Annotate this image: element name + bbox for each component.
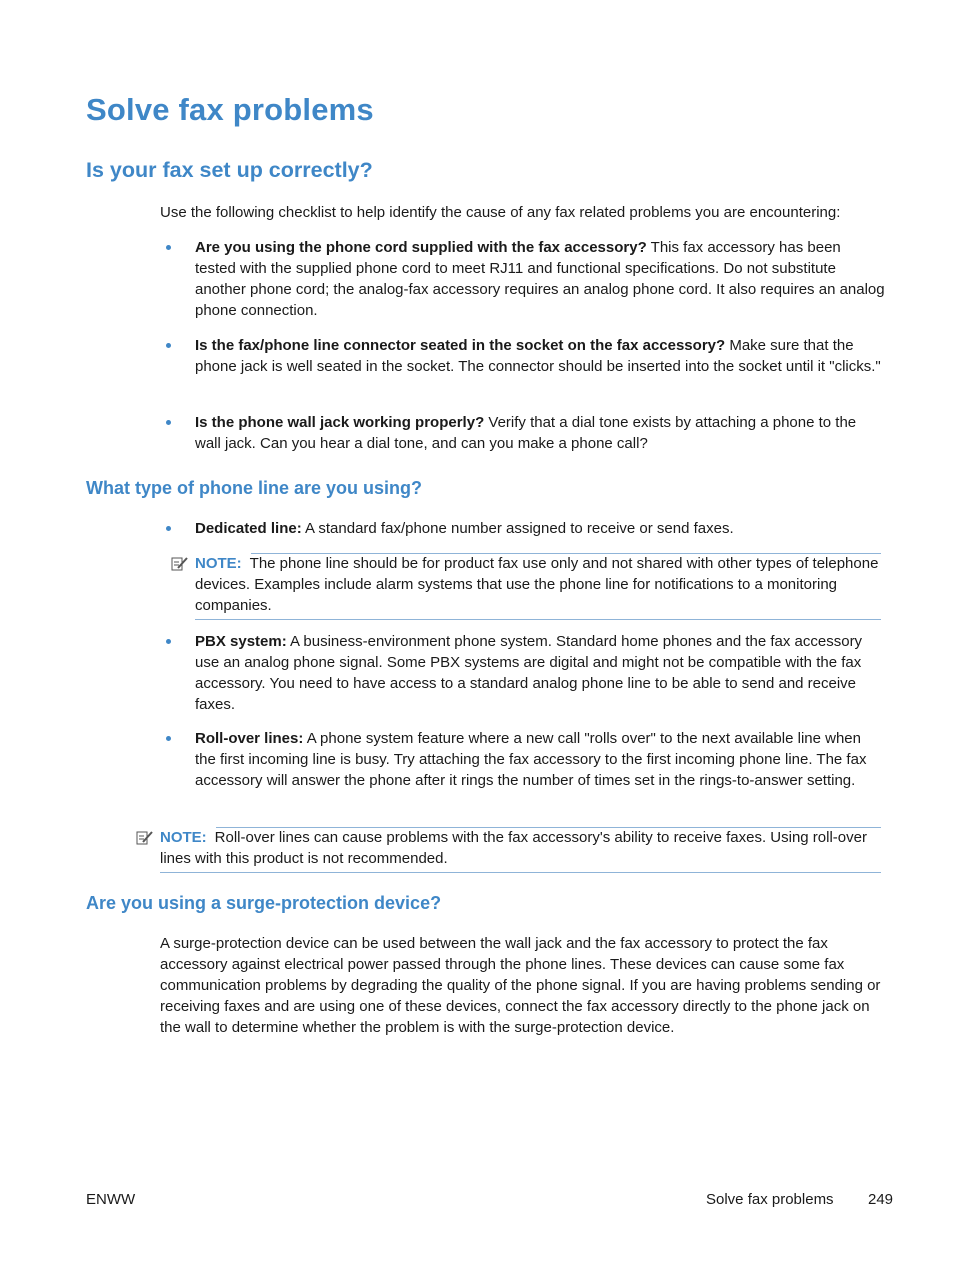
- bullet-icon: [166, 343, 171, 348]
- bullet-icon: [166, 639, 171, 644]
- section-heading-surge-protection: Are you using a surge-protection device?: [86, 893, 442, 913]
- footer-section-title: Solve fax problems: [706, 1191, 834, 1208]
- note-label: NOTE:: [160, 829, 207, 846]
- list-item-question: Is the phone wall jack working properly?: [195, 414, 485, 431]
- bullet-icon: [166, 245, 171, 250]
- list-item-question: Is the fax/phone line connector seated in the socket on the fax accessory?: [195, 337, 726, 354]
- note-text: Roll-over lines can cause problems with the fax accessory's ability to receive faxes. Using roll-over lines with this product is not recommended.: [160, 829, 867, 867]
- note-pencil-icon: [171, 556, 189, 572]
- section-heading-fax-setup: Is your fax set up correctly?: [86, 158, 373, 182]
- section-intro: Use the following checklist to help identify the cause of any fax related problems you are encountering:: [160, 204, 841, 221]
- list-item-text: A business-environment phone system. Standard home phones and the fax accessory use an analog phone signal. Some PBX systems are digital and might not be compatible with the fax accessory. You need to have access to a standard analog phone line to be able to send and receive faxes.: [195, 633, 863, 713]
- note-pencil-icon: [136, 830, 154, 846]
- footer-left: ENWW: [86, 1191, 136, 1208]
- list-item: [160, 237, 885, 321]
- bullet-icon: [166, 526, 171, 531]
- list-item: [160, 518, 885, 539]
- page-number: 249: [868, 1191, 894, 1208]
- list-item-text: A phone system feature where a new call "rolls over" to the next available line when the first incoming line is busy. Try attaching the fax accessory to the first incoming phone line. The fax accessory will answer the phone after it rings the number of times set in the rings-to-answer setting.: [195, 730, 867, 789]
- list-item-text: Make sure that the phone jack is well seated in the socket. The connector should be inserted into the socket until it "clicks.": [195, 337, 881, 375]
- list-item-term: Dedicated line:: [195, 520, 302, 537]
- list-item-term: PBX system:: [195, 633, 287, 650]
- list-item: [160, 335, 885, 377]
- section-heading-phone-line: What type of phone line are you using?: [86, 478, 423, 498]
- list-item-term: Roll-over lines:: [195, 730, 304, 747]
- bullet-icon: [166, 736, 171, 741]
- note-callout: [160, 827, 881, 873]
- note-text: The phone line should be for product fax use only and not shared with other types of telephone devices. Examples include alarm systems that use the phone line for notifications to a monitoring companies.: [195, 555, 879, 614]
- list-item: [160, 728, 885, 791]
- list-item-text: A standard fax/phone number assigned to receive or send faxes.: [301, 520, 734, 537]
- list-item-text: This fax accessory has been tested with the supplied phone cord to meet RJ11 and functional specifications. Do not substitute another phone cord; the analog-fax accessory requires an analog phone cord. It also requires an analog phone connection.: [195, 239, 885, 319]
- list-item-question: Are you using the phone cord supplied with the fax accessory?: [195, 239, 647, 256]
- page-title: Solve fax problems: [86, 92, 374, 127]
- list-item: [160, 412, 885, 454]
- bullet-icon: [166, 420, 171, 425]
- list-item: [160, 631, 885, 715]
- note-callout: [195, 553, 881, 620]
- section-body: A surge-protection device can be used between the wall jack and the fax accessory to protect the fax accessory against electrical power passed through the phone lines. These devices can cause some fax communication problems by degrading the quality of the phone signal. If you are having problems sending or receiving faxes and are using one of these devices, connect the fax accessory directly to the phone jack on the wall to determine whether the problem is with the surge-protection device.: [160, 935, 881, 1036]
- list-item-text: Verify that a dial tone exists by attaching a phone to the wall jack. Can you hear a dial tone, and can you make a phone call?: [195, 414, 857, 452]
- note-label: NOTE:: [195, 555, 242, 572]
